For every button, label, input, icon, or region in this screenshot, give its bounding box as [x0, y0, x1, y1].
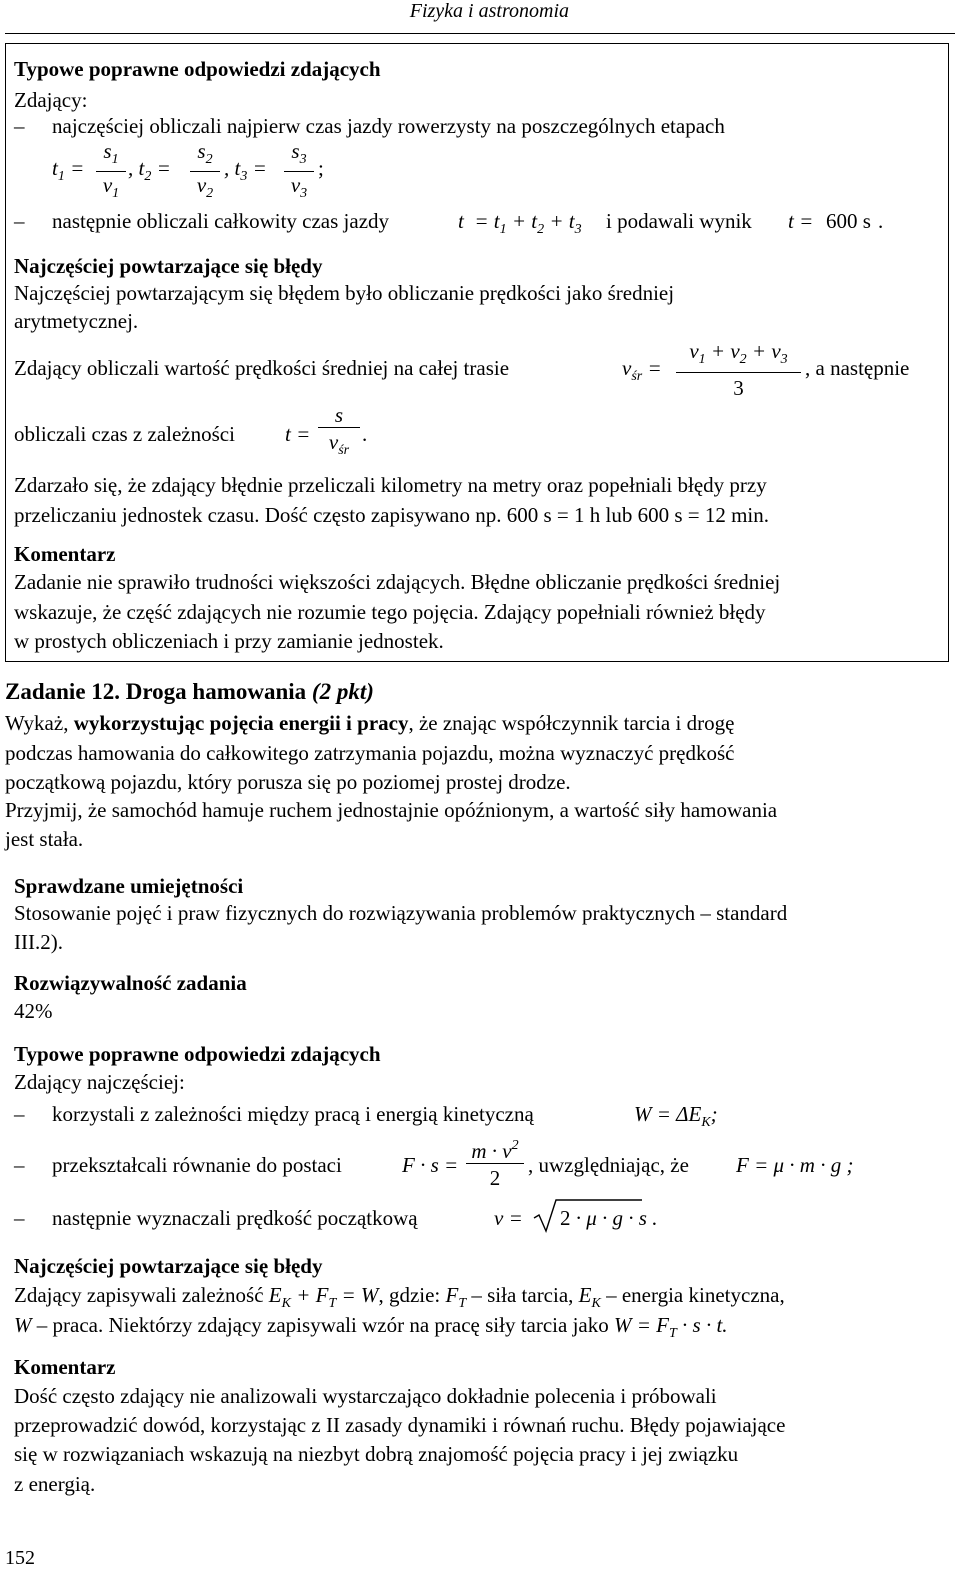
box-bullet1-label: najczęściej obliczali najpierw czas jazdy rowerzysty na poszczególnych etapach	[52, 114, 725, 138]
box-typical-heading: Typowe poprawne odpowiedzi zdających	[14, 57, 381, 81]
formula-t3: , $t_3$ =	[224, 156, 267, 184]
solvability-heading: Rozwiązywalność zadania	[14, 971, 247, 995]
skills-line2: III.2).	[14, 930, 63, 954]
box-avg-tail: , a następnie	[805, 356, 910, 380]
task-p1-line3: początkową pojazdu, który porusza się po poziomej prostej drodze.	[5, 770, 571, 794]
task-p2-line2: jest stała.	[5, 827, 84, 851]
formula-v-eq: v =	[494, 1206, 523, 1230]
err-b: , gdzie:	[378, 1283, 441, 1307]
box-bullet1-text	[52, 116, 950, 137]
box-err2-line2: przeliczaniu jednostek czasu. Dość często zapisywano np. 600 s = 1 h lub 600 s = 12 min.	[14, 503, 770, 527]
task-p1-line1	[5, 713, 734, 734]
task-bullet3-text: następnie wyznaczali prędkość początkową	[52, 1206, 418, 1230]
task-comment-heading: Komentarz	[14, 1355, 116, 1379]
frac-mv2-2: $m \cdot v^2$ 2	[466, 1134, 524, 1192]
formula-t2: , $t_2$ =	[128, 156, 171, 184]
box-bullet2-text: następnie obliczali całkowity czas jazdy	[52, 209, 390, 233]
formula-t1: $t_1$ =	[52, 156, 85, 184]
skills-line1: Stosowanie pojęć i praw fizycznych do rozwiązywania problemów praktycznych – standard	[14, 901, 788, 925]
frac-s2-v2: $s_2$ $v_2$	[190, 140, 220, 207]
err-d: – energia kinetyczna,	[606, 1283, 785, 1307]
header-rule	[5, 33, 955, 34]
task-comment-line3-text: się w rozwiązaniach wskazują na niezbyt dobrą znajomość pojęcia pracy i jej związku	[14, 1442, 739, 1466]
box-comment-line1: Zadanie nie sprawiło trudności większości zdających. Błędne obliczanie prędkości średniej	[14, 570, 781, 594]
box-err2-line1	[14, 475, 946, 496]
formula-f-mu-m-g: F = μ · m · g ;	[736, 1153, 854, 1177]
box-bullet2-period: .	[878, 209, 884, 233]
formula-w-eq-dek: $W = \Delta E_K$;	[634, 1102, 718, 1130]
box-comment-heading: Komentarz	[14, 542, 116, 566]
box-time-period: .	[362, 422, 368, 446]
task-comment-line1	[14, 1386, 946, 1407]
task-title	[5, 680, 374, 703]
skills-heading: Sprawdzane umiejętności	[14, 874, 244, 898]
box-errors-heading: Najczęściej powtarzające się błędy	[14, 254, 323, 278]
task-p1-c: , że znając współczynnik tarcia i drogę	[408, 711, 735, 735]
frac-s-vsr: s $v_{śr}$	[318, 403, 360, 465]
box-time-text: obliczali czas z zależności	[14, 422, 235, 446]
task-comment-line3	[14, 1444, 946, 1465]
task-bullet2-mid: , uwzględniając, że	[528, 1153, 689, 1177]
box-errors-line1-text: Najczęściej powtarzającym się błędem było obliczanie prędkości jako średniej	[14, 281, 675, 305]
box-bullet1-dash: –	[14, 114, 25, 138]
frac-s1-v1: $s_1$ $v_1$	[96, 140, 126, 207]
formula-sqrt-content: 2 · μ · g · s .	[560, 1206, 658, 1230]
box-errors-line1	[14, 283, 946, 304]
box-avg-text: Zdający obliczali wartość prędkości średniej na całej trasie	[14, 356, 510, 380]
task-p1-a: Wykaż,	[5, 711, 69, 735]
box-comment-line2: wskazuje, że część zdających nie rozumie tego pojęcia. Zdający popełniali również błędy	[14, 600, 766, 624]
task-typical-heading: Typowe poprawne odpowiedzi zdających	[14, 1042, 381, 1066]
err-e: – praca. Niektórzy zdający zapisywali wzór na pracę siły tarcia jako	[36, 1313, 609, 1337]
task-bullet2-text: przekształcali równanie do postaci	[52, 1153, 342, 1177]
box-errors-line2: arytmetycznej.	[14, 309, 139, 333]
task-bullet3-dash: –	[14, 1206, 25, 1230]
solvability-value: 42%	[14, 999, 53, 1023]
formula-t-result-label: t =	[788, 209, 814, 233]
task-p1-line2: podczas hamowania do całkowitego zatrzymania pojazdu, można wyznaczyć prędkość	[5, 741, 735, 765]
frac-s3-v3: $s_3$ $v_3$	[284, 140, 314, 207]
err-a: Zdający zapisywali zależność	[14, 1283, 264, 1307]
task-p1-b: wykorzystując pojęcia energii i pracy	[73, 711, 409, 735]
task-comment-line4: z energią.	[14, 1472, 96, 1496]
task-bullet2-dash: –	[14, 1153, 25, 1177]
box-typical-intro: Zdający:	[14, 88, 88, 112]
task-errors-heading: Najczęściej powtarzające się błędy	[14, 1254, 323, 1278]
box-bullet2-value: 600 s	[826, 209, 871, 233]
box-err2-line1-text: Zdarzało się, że zdający błędnie przeliczali kilometry na metry oraz popełniali błędy przy	[14, 473, 767, 497]
task-errors-line1: Zdający zapisywali zależność $E_K + F_T = W$, gdzie: $F_T$ – siła tarcia, $E_K$ – energia kinetyczna,	[14, 1283, 785, 1311]
task-title-text: Zadanie 12. Droga hamowania	[5, 679, 307, 704]
page-number: 152	[5, 1547, 35, 1569]
formula-vsr: $v_{śr}$ =	[622, 356, 662, 384]
box-comment-line3: w prostych obliczeniach i przy zamianie jednostek.	[14, 629, 444, 653]
formula-semicolon: ;	[318, 156, 324, 180]
formula-f-s: F · s =	[402, 1153, 459, 1177]
task-p2-line1: Przyjmij, że samochód hamuje ruchem jednostajnie opóźnionym, a wartość siły hamowania	[5, 798, 778, 822]
task-bullet1-text: korzystali z zależności między pracą i energią kinetyczną	[52, 1102, 534, 1126]
task-points: (2 pkt)	[311, 679, 374, 704]
task-comment-line1-text: Dość często zdający nie analizowali wystarczająco dokładnie polecenia i próbowali	[14, 1384, 717, 1408]
formula-t-eq: t =	[285, 422, 311, 446]
task-typical-intro: Zdający najczęściej:	[14, 1070, 185, 1094]
task-bullet1-dash: –	[14, 1102, 25, 1126]
box-bullet2-dash: –	[14, 209, 25, 233]
err-c: – siła tarcia,	[471, 1283, 574, 1307]
frac-v-average: $v_1 + v_2 + v_3$ 3	[676, 339, 801, 403]
header-title: Fizyka i astronomia	[409, 0, 569, 22]
box-bullet2-mid: i podawali wynik	[606, 209, 752, 233]
task-comment-line2: przeprowadzić dowód, korzystając z II zasady dynamiki i równań ruchu. Błędy pojawiające	[14, 1413, 786, 1437]
task-errors-line2: W – praca. Niektórzy zdający zapisywali wzór na pracę siły tarcia jako $W = F_T \cdot s \cdot t$.	[14, 1313, 728, 1341]
formula-t-sum: $t = t_1 + t_2 + t_3$	[458, 209, 582, 237]
